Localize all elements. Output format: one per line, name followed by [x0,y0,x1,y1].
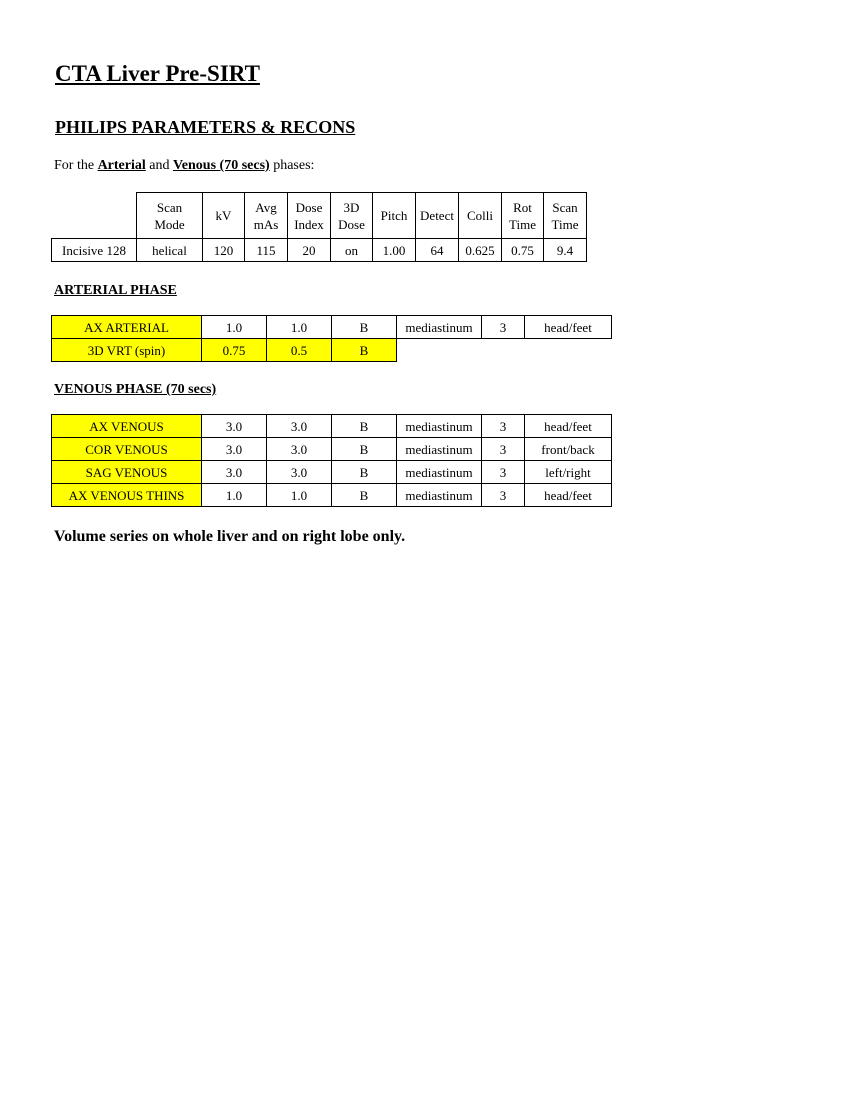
header-kv: kV [203,193,245,239]
header-rot-time: Rot Time [502,193,544,239]
header-scan-mode: Scan Mode [137,193,203,239]
venous-recon-table [51,414,612,507]
recon-name: 3D VRT (spin) [52,339,202,362]
recon-name: AX VENOUS THINS [52,484,202,507]
recon-thickness: 3.0 [202,461,267,484]
recon-filter: B [332,461,397,484]
empty-cell [397,339,482,362]
cell-kv: 120 [203,239,245,262]
recon-value: 3 [482,415,525,438]
recon-thickness: 3.0 [202,415,267,438]
intro-and: and [145,158,173,173]
recon-name: COR VENOUS [52,438,202,461]
recon-window: mediastinum [397,438,482,461]
cell-dose-index: 20 [288,239,331,262]
cell-colli: 0.625 [459,239,502,262]
recon-name: SAG VENOUS [52,461,202,484]
recon-window: mediastinum [397,415,482,438]
header-dose-index: Dose Index [288,193,331,239]
header-avg-mas: Avg mAs [245,193,288,239]
recon-filter: B [332,438,397,461]
volume-series-note: Volume series on whole liver and on right lobe only. [54,528,406,545]
recon-filter: B [332,415,397,438]
recon-increment: 3.0 [267,415,332,438]
recon-filter: B [332,484,397,507]
header-pitch: Pitch [373,193,416,239]
table-row [52,339,612,362]
recon-thickness: 1.0 [202,484,267,507]
recon-value: 3 [482,461,525,484]
intro-prefix: For the [54,158,98,173]
arterial-phase-heading: ARTERIAL PHASE [54,283,177,298]
section-title: PHILIPS PARAMETERS & RECONS [55,117,356,137]
header-detect: Detect [416,193,459,239]
recon-direction: left/right [525,461,612,484]
venous-phase-heading: VENOUS PHASE (70 secs) [54,382,217,397]
cell-avg-mas: 115 [245,239,288,262]
recon-increment: 1.0 [267,484,332,507]
table-row [52,461,612,484]
recon-direction: head/feet [525,484,612,507]
intro-venous: Venous (70 secs) [172,158,270,173]
cell-scanner: Incisive 128 [52,239,137,262]
cell-scan-time: 9.4 [544,239,587,262]
empty-cell [482,339,525,362]
recon-direction: head/feet [525,415,612,438]
recon-increment: 0.5 [267,339,332,362]
header-scan-time: Scan Time [544,193,587,239]
recon-direction: front/back [525,438,612,461]
recon-value: 3 [482,316,525,339]
table-row [52,484,612,507]
table-row [52,316,612,339]
scanner-parameters-table [51,192,587,262]
arterial-recon-table [51,315,612,362]
intro-suffix: phases: [269,158,315,173]
recon-thickness: 3.0 [202,438,267,461]
recon-name: AX VENOUS [52,415,202,438]
table-row [52,415,612,438]
recon-direction: head/feet [525,316,612,339]
recon-thickness: 0.75 [202,339,267,362]
recon-increment: 3.0 [267,461,332,484]
recon-value: 3 [482,438,525,461]
recon-filter: B [332,339,397,362]
recon-window: mediastinum [397,316,482,339]
intro-sentence [54,157,314,175]
page-title: CTA Liver Pre-SIRT [55,61,260,86]
table-row [52,239,587,262]
table-header-row [52,193,587,239]
cell-3d-dose: on [331,239,373,262]
table-row [52,438,612,461]
cell-rot-time: 0.75 [502,239,544,262]
cell-scan-mode: helical [137,239,203,262]
recon-window: mediastinum [397,484,482,507]
header-3d-dose: 3D Dose [331,193,373,239]
recon-window: mediastinum [397,461,482,484]
header-colli: Colli [459,193,502,239]
empty-cell [525,339,612,362]
recon-filter: B [332,316,397,339]
recon-thickness: 1.0 [202,316,267,339]
recon-increment: 1.0 [267,316,332,339]
recon-increment: 3.0 [267,438,332,461]
cell-pitch: 1.00 [373,239,416,262]
recon-value: 3 [482,484,525,507]
blank-corner-cell [52,193,137,239]
recon-name: AX ARTERIAL [52,316,202,339]
cell-detect: 64 [416,239,459,262]
intro-arterial: Arterial [97,158,146,173]
